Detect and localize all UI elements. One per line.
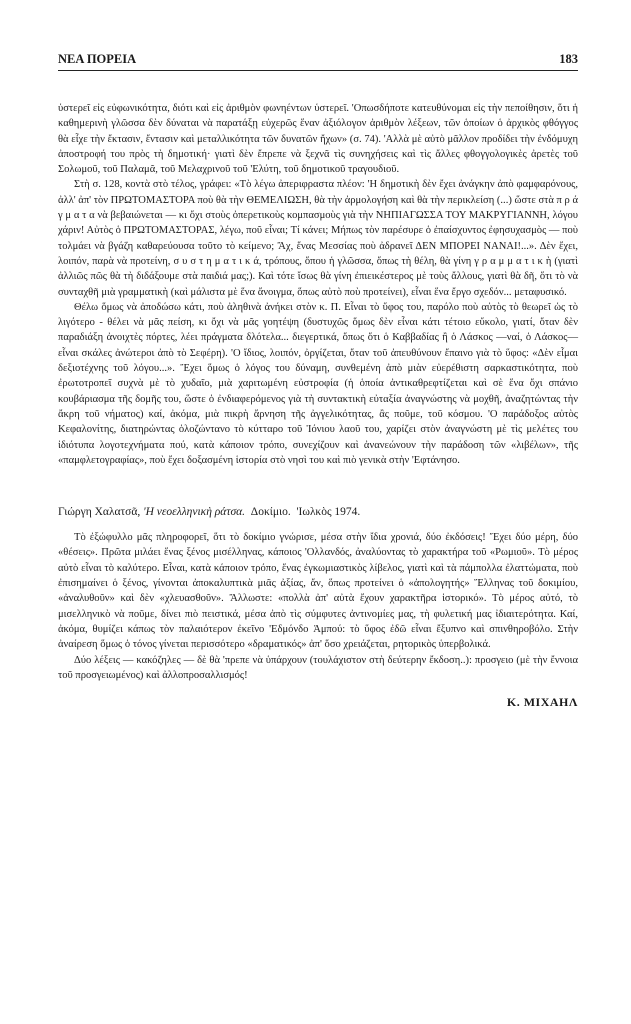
- journal-page: [58, 52, 578, 710]
- review-author: Γιώργη Χαλατσᾶ,: [58, 506, 141, 519]
- review-text: [58, 530, 578, 683]
- review-heading: [58, 504, 578, 520]
- article-paragraph: ὑστερεῖ εἰς εὐφωνικότητα, διότι καὶ εἰς ἀριθμὸν φωνηέντων ὑστερεῖ. 'Οπωσδήποτε κατευθύνομαι εἰς τὴν πεποίθησιν, ὅτι ἡ καθημερινὴ γλῶσσα δὲν δύναται νὰ παρατάξῃ εὐχερῶς ἕναν ἀξιόλογον ἀριθμὸν λέξεων, τῶν ὁποίων ὁ ἀρχικὸς φθόγγος θὰ εἶχε τὴν ἔκτασιν, ἔντασιν καὶ μεταλλικότητα τῶν δυνατῶν ἤχων» (σ. 74). 'Αλλὰ μὲ αὐτὸ μᾶλλον προδίδει τὴν ἐνδόμυχη ἀποστροφή του πρὸς τὴ δημοτική· γιατὶ δὲν ἔπρεπε νὰ ξεχνᾶ τὶς συνηχήσεις καὶ τὶς ἄλλες φθογγολογικὲς ἀρετὲς τοῦ Σολωμοῦ, τοῦ Παλαμᾶ, τοῦ Μελαχρινοῦ τοῦ 'Ελύτη, τοῦ δημοτικοῦ τραγουδιοῦ.: [58, 103, 578, 176]
- review-signature: Κ. ΜΙΧΑΗΛ: [506, 695, 578, 710]
- journal-title: ΝΕΑ ΠΟΡΕΙΑ: [58, 52, 137, 66]
- article-paragraph: Θέλω ὅμως νὰ ἀποδώσω κάτι, ποὺ ἀληθινὰ ἀνήκει στὸν κ. Π. Εἶναι τὸ ὕφος του, παρόλο ποὺ αὐτὸς τὸ θεωρεῖ ὡς τὸ λιγότερο - θέλει νὰ μᾶς πείση, κι ὄχι νὰ μᾶς γοητέψη (δυστυχῶς ὅμως δὲν εἶναι κάτι τέτοιο εὔκολο, γιατί, ὅταν δὲν παραδιάξη ἀνοιχτὲς πόρτες, λέει πράγματα δλότελα... διεγερτικά, ὅπως ὅτι ὁ Καββαδίας ἢ ὁ Λάσκος —ναί, ὁ Λάσκος— εἶναι σκάλες ἀνώτεροι ἀπὸ τὸ Σεφέρη). 'Ο ἴδιος, λοιπόν, ὀργίζεται, ὅταν τοῦ ἀπευθύνουν ἔπαινο γιὰ τὸ ὕφος: «Δὲν εἶμαι δεξιοτέχνης τοῦ λόγου...». Ἔχει ὅμως ὁ λόγος του δύναμη, συνθεμένη ἀπὸ μιὰν εὐερέθιστη σαρκαστικότητα, ποὺ ἐρωτοτροπεῖ συχνὰ μὲ τὸ χυδαῖο, μιὰ χαριτωμένη εὐστροφία (ἡ ὁποία ἀντικαθρεφτίζεται καὶ σὲ ἕνα ὄχι σπάνιο κουβάριασμα τῆς δομῆς του, ὥστε ὁ ἐνδιαφερόμενος γιὰ τὴ συντακτικὴ εὐταξία ἀναγνώστης νὰ μοχθῆ, ἀναζητώντας τὴν ἄκρη τοῦ νήματος) καί, ἀκόμα, μιὰ πικρὴ ἄρνηση τῆς ἀγγελικότητας, ἂς ποῦμε, τοῦ κόσμου. 'Ο παράδοξος αὐτὸς Κεφαλονίτης, διατηρώντας ὁλοζώντανο τὸ κύτταρο τοῦ Ἰόνιου λαοῦ του, χαρίζει στὸν ἀναγνώστη μὲ τὶς μελέτες του ἰδιότυπα λογοτεχνήματα πού, κατὰ κάποιον τρόπο, συνεχίζουν καὶ ἀνανεώνουν τὴν παράδοση τῶν «λιβέλων», τῆς «παμφλετογραφίας», ποὺ ἔχει δοξασμένη ἱστορία στὸ νησὶ του καὶ πιὸ γενικὰ στὴν 'Εφτάνησο.: [58, 301, 578, 466]
- running-header: [58, 52, 578, 71]
- review-book-title: 'Η νεοελληνικὴ ράτσα.: [143, 506, 246, 519]
- review-genre: Δοκίμιο.: [250, 506, 291, 519]
- article-text: [58, 101, 578, 468]
- review-paragraph: Δύο λέξεις — κακόζηλες — δὲ θὰ 'πρεπε νὰ ὑπάρχουν (τουλάχιστον στὴ δεύτερην ἔκδοση..): προσγειο (μὲ τὴν ἔννοια τοῦ προσγειωμένος) καὶ ἀλλοπροσαλλισμός!: [58, 654, 578, 681]
- page-number: 183: [559, 52, 578, 66]
- review-place-year: 'Ιωλκὸς 1974.: [296, 506, 361, 519]
- review-paragraph: Τὸ ἐξώφυλλο μᾶς πληροφορεῖ, ὅτι τὸ δοκίμιο γνώρισε, μέσα στὴν ἴδια χρονιά, δύο ἐκδόσεις! Ἔχει δύο μέρη, δύο «θέσεις». Πρῶτα μιλάει ἕνας ξένος μισέλληνας, κάποιος 'Ολλανδός, ἀναλύοντας τὸ χαρακτήρα τοῦ «Ρωμιοῦ». Τὸ μέρος αὐτὸ εἶναι τὸ καλύτερο. Εἶναι, κατὰ κάποιον τρόπο, ἕνας ἐγκωμιαστικὸς λίβελος, γιατὶ καὶ τὰ πάμπολλα ἐλαττώματα, ποὺ ἐπισημαίνει ὁ ξένος, γίνονται ἀποκαλυπτικὰ μιᾶς ἀξίας, ἄν, ὅπως προτείνει ὁ «ἀπολογητής» Ἕλληνας τοῦ δοκιμίου, «ἀναλυθοῦν» καὶ δὲν «χλευασθοῦν». Ἄλλωστε: «πολλὰ ἀπ' αὐτὰ ἔχουν χαρακτῆρα ἱστορικό». Τὸ μέρος αὐτό, τὸ μισελληνικὸ νὰ ποῦμε, δίνει πιὸ πειστικά, μέσα ἀπὸ τὶς σύμφυτες ἀντινομίες μας, τὴ φυλετική μας ἰδιαιτερότητα. Καί, ἀκόμα, θυμίζει κάπως τὸν παλαιότερον ἐκεῖνο 'Εδμόνδο Ἀμπού: τὸ ὕφος ἐδῶ εἶναι ἔξυπνο καὶ σπινθηροβόλο. Στὴν ἀναίρεση ὅμως ὁ τόνος γίνεται περισσότερο «δραματικός» ἀπ' ὅσο χρειάζεται, ρητορικὸς ὑπερβολικά.: [58, 532, 578, 651]
- article-paragraph: Στὴ σ. 128, κοντὰ στὸ τέλος, γράφει: «Τὸ λέγω ἀπεριφραστα πλέον: 'Η δημοτικὴ δὲν ἔχει ἀνάγκην ἀπὸ φαμφαρόνους, ἀλλ' ἀπ' τὸν ΠΡΩΤΟΜΑΣΤΟΡΑ ποὺ θὰ τὴν ΘΕΜΕΛΙΩΣΗ, θὰ τὴν ἀρμολογήση καὶ θὰ τὴν περικλείση (...) ὥστε στὰ π ρ ά γ μ α τ α νὰ βεβαιώνεται — κι ὄχι στοὺς ὀπερετικοὺς κομπασμοὺς γιὰ τὴν ΝΗΠΙΑΓΩΣΣΑ ΤΟΥ ΜΑΚΡΥΓΙΑΝΝΗ, λόγου χάριν! Αὐτὸς ὁ ΠΡΩΤΟΜΑΣΤΟΡΑΣ, λέγω, ποῦ εἶναι; Τί κάνει; Μήπως τὸν παρέσυρε ὁ ἐπαίσχυντος ἐφησυχασμὸς — ποὺ τολμάει νὰ βγάζη καθαρεύουσα τοῦτο τὸ κείμενο; Ἄχ, ἕνας Μεσσίας ποὺ ἀδρανεῖ ΔΕΝ ΜΠΟΡΕΙ ΝΑΝΑΙ!...». Δὲν ἔχει, λοιπόν, παρὰ νὰ προτείνη, σ υ σ τ η μ α τ ι κ ά, τρόπους, ὅπου ἡ γλῶσσα, ὅπως τὴ θέλη, θὰ γίνη γ ρ α μ μ α τ ι κ ὴ (γιατὶ ἀλλιῶς πῶς θὰ τὴ διδάξουμε στὰ παιδιά μας;). Καὶ τότε ἴσως θὰ γίνη ἐπιεικέστερος μὲ τοὺς ἄλλους, γιατὶ θὰ δῆ, ὅτι τὸ νὰ συνταχθῆ μιὰ γραμματικὴ (καὶ μάλιστα μὲ ἕνα ἄνοιγμα, ὅπως αὐτὸ ποὺ προτείνει), εἶναι ἕνα ἔργο σχεδόν... μεταφυσικό.: [58, 179, 578, 298]
